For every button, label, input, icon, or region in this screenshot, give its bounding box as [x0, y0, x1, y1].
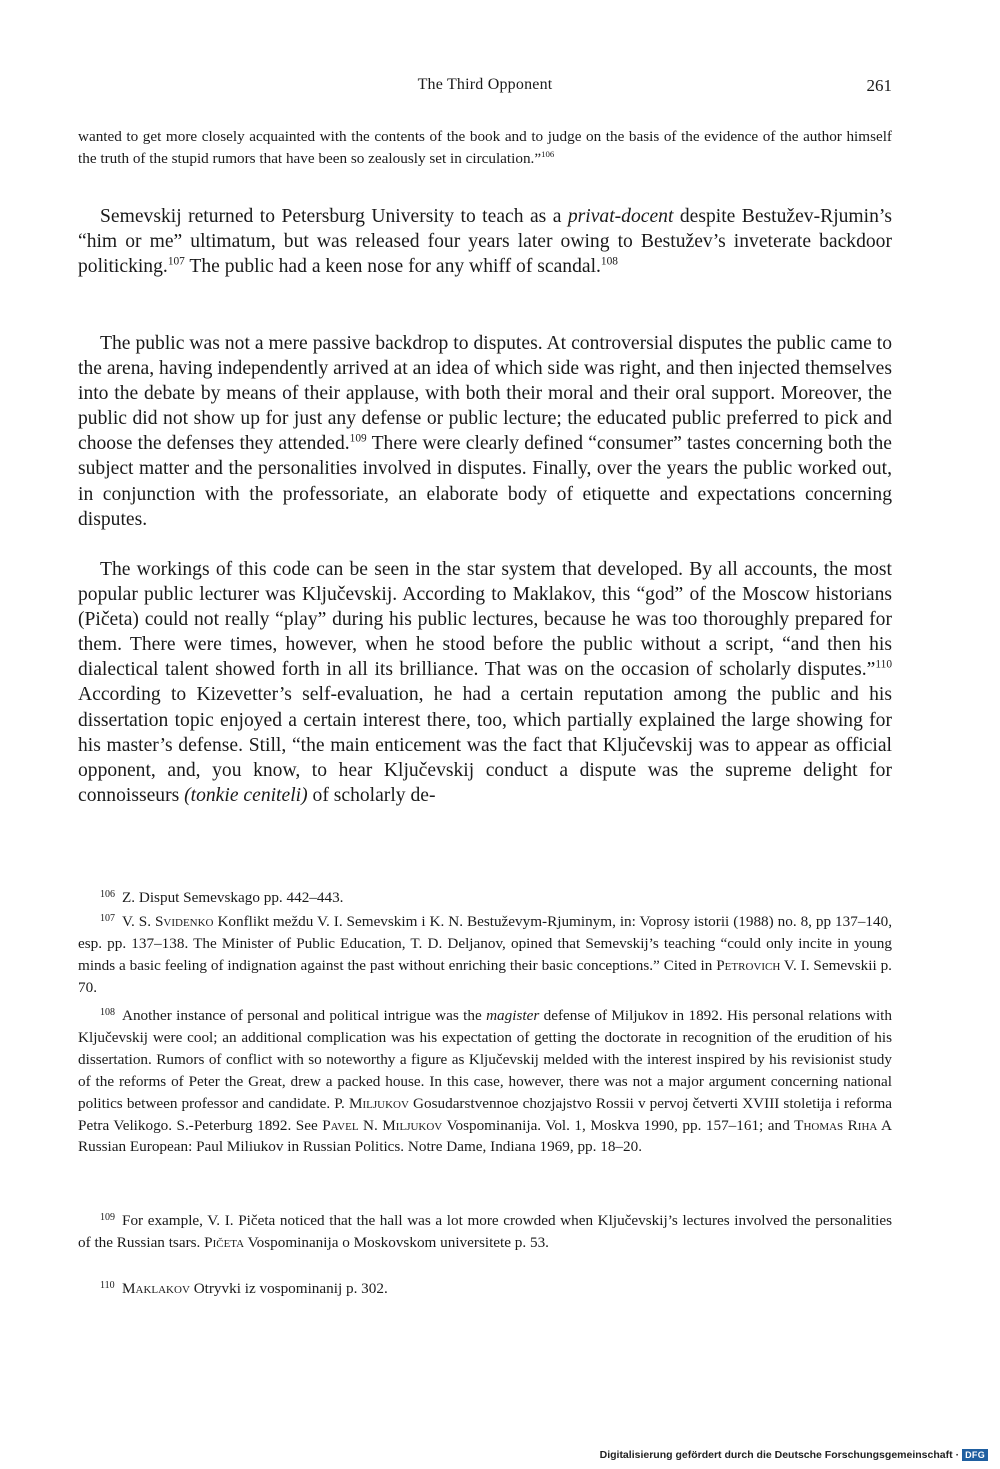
- footnote-109: 109 For example, V. I. Pičeta noticed that the hall was a lot more crowded when Ključevskij’s lectures involved the personalities of the Russian tsars. Pičeta Vospominanija o Moskovskom universitete p. 53.: [78, 1207, 892, 1254]
- running-head: [78, 76, 892, 100]
- term-tonkie-ceniteli: (tonkie ceniteli): [184, 784, 308, 806]
- funding-notice: Digitalisierung gefördert durch die Deutsche Forschungsgemeinschaft · DFG: [600, 1449, 988, 1461]
- footnote-ref-110[interactable]: 110: [875, 658, 892, 671]
- footnote-ref-109[interactable]: 109: [349, 432, 367, 445]
- paragraph-star-system: The workings of this code can be seen in the star system that developed. By all accounts, the most popular public lecturer was Ključevskij. According to Maklakov, this “god” of the Moscow historians (Pičeta) could not really “play” during his public lectures, because he was too thoroughly prepared for them. There were times, however, when he stood before the public without a script, “and then his dialectical talent showed forth in all its brilliance. That was on the occasion of scholarly disputes.”$^{110}$ According to Kizevetter’s self-evaluation, he had a certain reputation among the public and his dissertation topic enjoyed a certain interest there, too, which partially explained the large showing for his master’s defense. Still, “the main enticement was the fact that Ključevskij was to appear as official opponent, and, you know, to hear Ključevskij conduct a dispute was the supreme delight for connoisseurs (tonkie ceniteli) of scholarly de-: [78, 559, 892, 806]
- paragraph-semevskij: Semevskij returned to Petersburg University to teach as a privat-docent despite Bestužev-Rjumin’s “him or me” ultimatum, but was released four years later owing to Bestužev’s inveterate backdoor politicking.$^{107}$ The public had a keen nose for any whiff of scandal.$^{108}$: [78, 206, 892, 278]
- footnote-107: 107 V. S. Svidenko Konflikt meždu V. I. Semevskim i K. N. Bestuževym-Rjuminym, in: Voprosy istorii (1988) no. 8, pp 137–140, esp. pp. 137–138. The Minister of Public Education, T. D. Deljanov, opined that Semevskij’s teaching “could only incite in young minds a basic feeling of indignation against the past without enriching their basic conceptions.” Cited in Petrovich V. I. Semevskii p. 70.: [78, 908, 892, 999]
- term-privat-docent: privat-docent: [567, 206, 674, 227]
- quote-continuation: [78, 126, 892, 169]
- footnote-110: 110 Maklakov Otryvki iz vospominanij p. 302.: [78, 1275, 892, 1300]
- footnote-mark: 108: [100, 1007, 115, 1018]
- footnote-106: 106 Z. Disput Semevskago pp. 442–443.: [78, 884, 892, 909]
- page-number: 261: [866, 76, 892, 95]
- footnote-mark: 109: [100, 1212, 115, 1223]
- footnote-ref-108[interactable]: 108: [600, 255, 618, 268]
- footnote-ref-107[interactable]: 107: [167, 255, 185, 268]
- quote-text: wanted to get more closely acquainted with the contents of the book and to judge on the basis of the evidence of the author himself the truth of the stupid rumors that have been so zealously set in circulation.”: [78, 128, 892, 167]
- footnote-mark: 106: [100, 889, 115, 900]
- paragraph-public: The public was not a mere passive backdrop to disputes. At controversial disputes the public came to the arena, having independently arrived at an idea of which side was right, and then injected themselves into the debate by means of their applause, with both their moral and their oral support. Moreover, the public did not show up for just any defense or public lecture; the educated public preferred to pick and choose the defenses they attended.$^{109}$ There were clearly defined “consumer” tastes concerning both the subject matter and the personalities involved in disputes. Finally, over the years the public worked out, in conjunction with the professoriate, an elaborate body of etiquette and expectations concerning disputes.: [78, 333, 893, 530]
- footnote-mark: 107: [100, 913, 115, 924]
- running-title: The Third Opponent: [417, 76, 553, 93]
- footnote-ref-106[interactable]: 106: [541, 148, 555, 159]
- footnote-mark: 110: [100, 1280, 115, 1291]
- footnote-108: 108 Another instance of personal and political intrigue was the magister defense of Miljukov in 1892. His personal relations with Ključevskij were cool; an additional complication was his expectation of getting the doctorate in recognition of the erudition of his dissertation. Rumors of conflict with so noteworthy a figure as Ključevskij melded with the interest inspired by his revisionist study of the reforms of Peter the Great, drew a packed house. In this case, however, there was not a major argument concerning national politics between professor and candidate. P. Miljukov Gosudarstvennoe chozjajstvo Rossii v pervoj četverti XVIII stoletija i reforma Petra Velikogo. S.-Peterburg 1892. See Pavel N. Miljukov Vospominanija. Vol. 1, Moskva 1990, pp. 157–161; and Thomas Riha A Russian European: Paul Miliukov in Russian Politics. Notre Dame, Indiana 1969, pp. 18–20.: [78, 1002, 892, 1158]
- dfg-logo: DFG: [962, 1449, 988, 1461]
- funding-text: Digitalisierung gefördert durch die Deutsche Forschungsgemeinschaft: [599, 1449, 953, 1461]
